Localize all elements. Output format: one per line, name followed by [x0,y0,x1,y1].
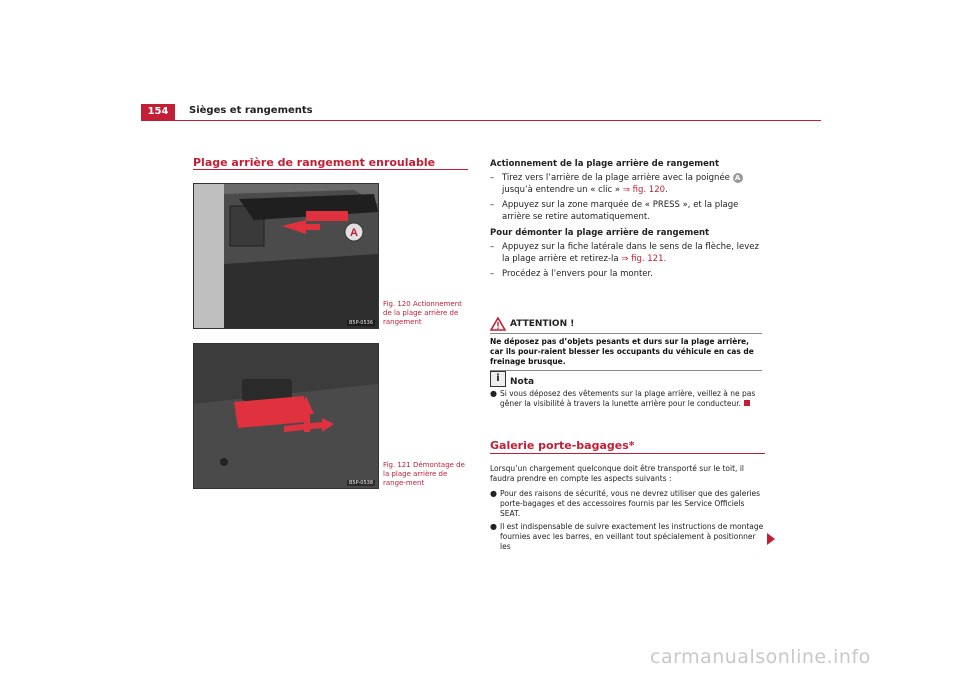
step-4: – Procédez à l’envers pour la monter. [490,269,653,279]
subhead-actionnement: Actionnement de la plage arrière de rangement [490,159,720,169]
galerie-intro: Lorsqu’un chargement quelconque doit être transporté sur le toit, il faudra prendre en compte les aspects suivants : [490,464,744,483]
list-item: ● Pour des raisons de sécurité, vous ne devrez utiliser que des galeries porte-bagages et des accessoires fournis par les Service Officiels SEAT. [490,489,761,518]
section-title-galerie: Galerie porte-bagages* [490,439,635,452]
figure-121-caption: Fig. 121 Démontage de la plage arrière de range-ment [383,461,465,487]
watermark: carmanualsonline.info [650,646,871,668]
note-body: ● Si vous déposez des vêtements sur la plage arrière, veillez à ne pas gêner la visibilité à travers la lunette arrière pour le conducteur. [490,389,756,408]
figure-120-callout: A [350,227,358,239]
figure-121-code: B5P-0538 [348,480,373,486]
right-column [490,154,765,283]
step-3: – Appuyez sur la fiche latérale dans le sens de la flèche, levez la plage arrière et retirez-la ⇒ fig. 121. [490,242,759,264]
section-rule-right [490,453,765,454]
step-1: – Tirez vers l’arrière de la plage arrière avec la poignée A jusqu’à entendre un « clic » ⇒ fig. 120. [490,172,765,196]
header-rule [141,120,821,121]
step-1-text-b: jusqu’à entendre un « clic » [502,185,621,195]
note-title: Nota [510,377,535,387]
figure-120-caption: Fig. 120 Actionnement de la plage arrière de rangement [383,300,462,326]
step-2: – Appuyez sur la zone marquée de « PRESS », et la plage arrière se retire automatiquement. [490,200,739,222]
note-text: Si vous déposez des vêtements sur la plage arrière, veillez à ne pas gêner la visibilité à travers la lunette arrière pour le conducteur. [500,389,756,408]
step-3-text: Appuyez sur la fiche latérale dans le sens de la flèche, levez la plage arrière et retirez-la [502,242,759,264]
figure-120 [193,183,379,329]
page-number: 154 [141,104,175,120]
fig-120-ref-link[interactable]: ⇒ fig. 120 [622,185,666,195]
list-item: ● Il est indispensable de suivre exactement les instructions de montage fournies avec les barres, en veillant tout spécialement à positionner les [490,522,764,551]
subhead-demonter: Pour démonter la plage arrière de rangement [490,228,710,238]
attention-box [490,315,762,371]
galerie-body [490,464,765,555]
attention-title: ATTENTION ! [510,319,575,329]
note-heading [490,371,534,387]
warning-triangle-icon [490,317,506,331]
attention-text: Ne déposez pas d’objets pesants et durs sur la plage arrière, car ils pour-raient blesser les occupants du véhicule en cas de freinage brusque. [490,337,754,366]
fig-121-ref-link[interactable]: ⇒ fig. 121. [621,254,667,264]
end-mark [744,400,750,406]
figure-120-code: B5P-0536 [348,320,373,326]
handle-a-callout: A [733,173,743,183]
note-icon: i [490,371,506,387]
section-rule-left [193,169,468,170]
figure-121 [193,343,379,489]
step-1-text-a: Tirez vers l’arrière de la plage arrière avec la poignée [502,173,730,183]
section-title-plage: Plage arrière de rangement enroulable [193,156,436,169]
next-page-arrow-icon[interactable] [767,533,775,545]
running-head: Sièges et rangements [189,105,313,116]
